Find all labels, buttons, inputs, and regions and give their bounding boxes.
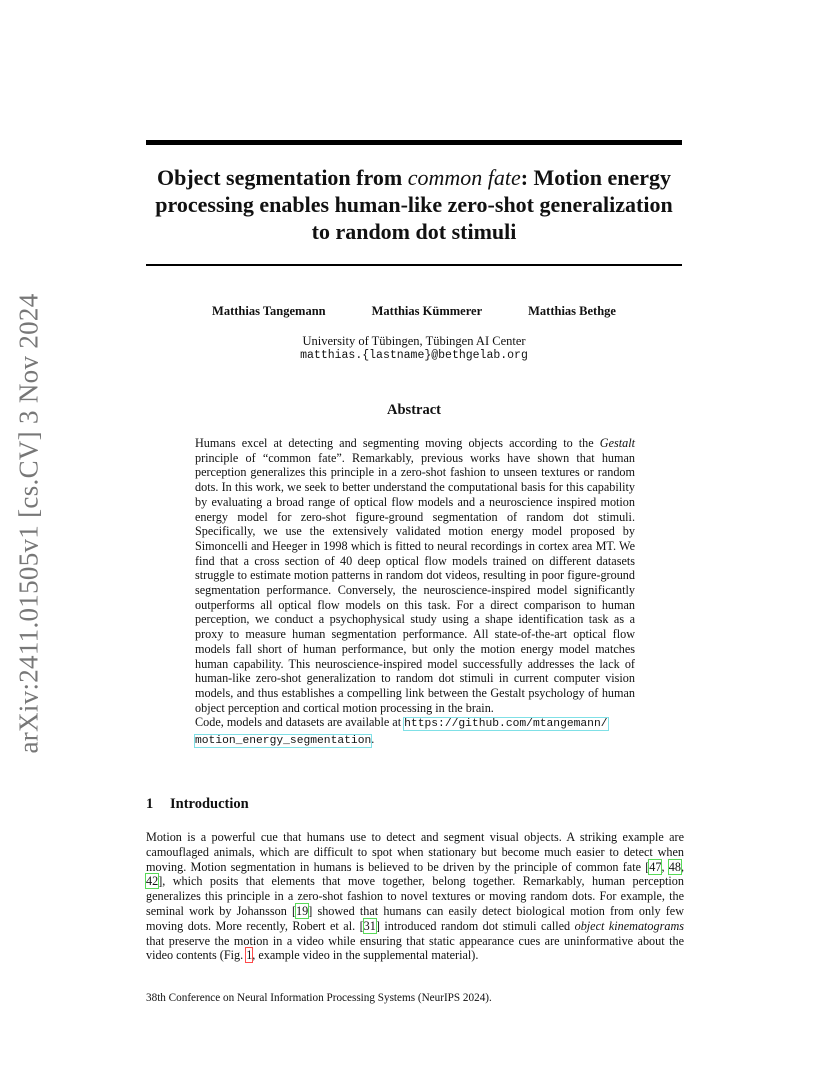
code-availability-end: . xyxy=(371,732,375,747)
title-part1: Object segmentation from xyxy=(156,165,408,190)
intro-italic: object kinematograms xyxy=(574,918,684,933)
citation-link[interactable]: 31 xyxy=(363,918,376,933)
author-name: Matthias Tangemann xyxy=(212,304,326,318)
abstract-text: Humans excel at detecting and segmenting moving objects according to the xyxy=(195,436,600,450)
arxiv-identifier-stamp xyxy=(12,288,46,758)
arxiv-stamp-text: arXiv:2411.01505v1 [cs.CV] 3 Nov 2024 xyxy=(13,292,44,754)
section-number: 1 xyxy=(146,796,154,812)
intro-text: ], which posits that elements that move together, belong together. Remarkably, human perception generalizes this principle in a zero-shot fashion to novel textures or moving random dots. For example, the seminal work by Johansson [ xyxy=(146,874,684,918)
abstract-heading: Abstract xyxy=(387,402,441,418)
title-bottom-rule xyxy=(146,264,682,266)
title-top-rule xyxy=(146,140,682,145)
paper-title xyxy=(146,164,682,245)
citation-link[interactable]: 48 xyxy=(668,859,681,874)
title-part2: : Motion energy processing enables human-like zero-shot generalization to random dot stimuli xyxy=(155,165,673,244)
conference-footnote: 38th Conference on Neural Information Processing Systems (NeurIPS 2024). xyxy=(146,992,492,1004)
code-availability-text: Code, models and datasets are available at xyxy=(195,715,405,730)
section-heading xyxy=(146,796,249,813)
intro-text: , example video in the supplemental material). xyxy=(252,948,479,963)
citation-link[interactable]: 19 xyxy=(296,903,309,918)
citation-link[interactable]: 42 xyxy=(146,874,159,889)
author-name: Matthias Bethge xyxy=(528,304,616,318)
abstract-paragraph xyxy=(195,436,635,715)
introduction-paragraph xyxy=(146,830,684,963)
intro-text: , xyxy=(680,859,684,874)
code-availability xyxy=(195,715,635,748)
intro-text: ] introduced random dot stimuli called xyxy=(375,918,575,933)
title-italic: common fate xyxy=(407,165,521,190)
section-title: Introduction xyxy=(170,796,249,812)
figure-reference-link[interactable]: 1 xyxy=(246,948,253,963)
github-link-continued[interactable]: motion_energy_segmentation xyxy=(195,735,372,748)
abstract-body xyxy=(195,436,635,749)
github-link[interactable]: https://github.com/mtangemann/ xyxy=(404,718,608,731)
author-name: Matthias Kümmerer xyxy=(371,304,483,318)
intro-text: ] showed that humans can easily detect biological motion from only few moving dots. More recently, Robert et al. [ xyxy=(146,903,684,933)
abstract-italic: Gestalt xyxy=(599,436,635,450)
abstract-text: principle of “common fate”. Remarkably, previous works have shown that human perception generalizes this principle in a zero-shot fashion to unseen textures or random dots. In this work, we seek to better understand the computational basis for this capability by evaluating a broad range of optical flow models and a neuroscience inspired motion energy model for zero-shot figure-ground segmentation of random dot stimuli. Specifically, we use the extensively validated motion energy model proposed by Simoncelli and Heeger in 1998 which is fitted to neural recordings in cortex area MT. We find that a cross section of 40 deep optical flow models trained on different datasets struggle to estimate motion patterns in random dot videos, resulting in poor figure-ground segmentation performance. Conversely, the neuroscience-inspired model significantly outperforms all optical flow models on this task. For a direct comparison to human perception, we conduct a psychophysical study using a shape identification task as a proxy to measure human segmentation performance. All state-of-the-art optical flow models fall short of human performance, but only the motion energy model matches human capability. This neuroscience-inspired model successfully addresses the lack of human-like zero-shot generalization to random dot stimuli in current computer vision models, and thus establishes a compelling link between the Gestalt psychology of human object perception and cortical motion processing in the brain. xyxy=(195,450,635,715)
intro-text: Motion is a powerful cue that humans use to detect and segment visual objects. A striking example are camouflaged animals, which are difficult to spot when stationary but become much easier to detect when moving. Motion segmentation in humans is believed to be driven by the principle of common fate [ xyxy=(146,830,684,874)
author-list xyxy=(146,304,682,319)
intro-text: that preserve the motion in a video while ensuring that static appearance cues are uninformative about the video contents (Fig. xyxy=(146,933,684,963)
intro-text: , xyxy=(661,859,669,874)
citation-link[interactable]: 47 xyxy=(649,859,662,874)
author-email: matthias.{lastname}@bethgelab.org xyxy=(300,349,528,362)
affiliation: University of Tübingen, Tübingen AI Center xyxy=(302,334,526,348)
